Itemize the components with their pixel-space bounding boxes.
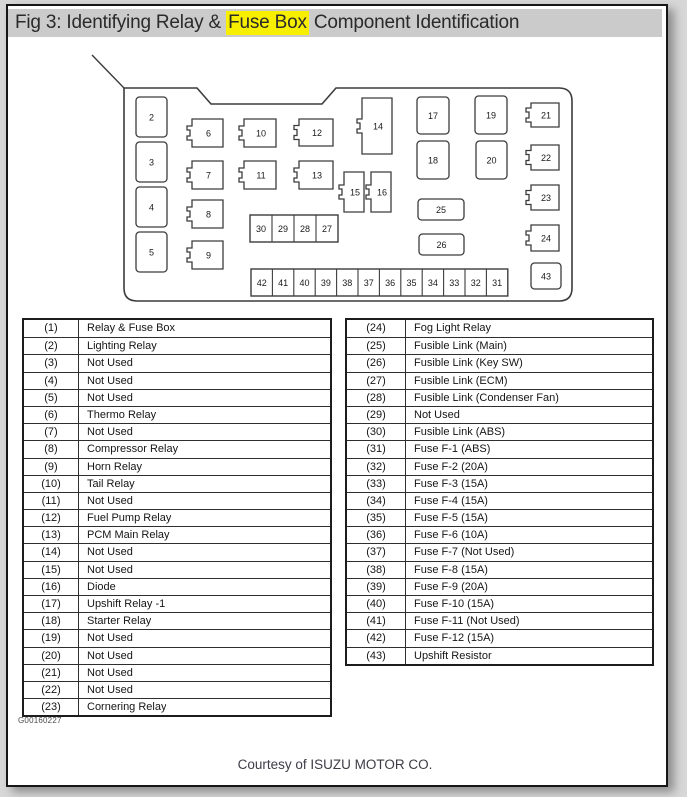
fuse-slot-label-39: 39: [320, 278, 331, 288]
legend-row-27: [347, 372, 652, 389]
legend-row-33: [347, 475, 652, 492]
legend-row-label: Not Used: [87, 494, 133, 507]
legend-row-15: [24, 561, 330, 578]
legend-row-38: [347, 561, 652, 578]
legend-row-17: [24, 595, 330, 612]
legend-row-label: Fuse F-5 (15A): [414, 512, 488, 525]
legend-row-number: (5): [24, 390, 79, 406]
relay-slot-label-8: 8: [205, 209, 212, 220]
legend-row-label: Not Used: [414, 408, 460, 421]
legend-row-number: (9): [24, 459, 79, 475]
legend-row-25: [347, 337, 652, 354]
legend-row-number: (6): [24, 407, 79, 423]
legend-row-number: (36): [347, 527, 406, 543]
legend-row-label: Relay & Fuse Box: [87, 322, 176, 334]
legend-row-20: [24, 647, 330, 664]
legend-row-19: [24, 629, 330, 646]
fuse-slot-label-37: 37: [363, 278, 374, 288]
legend-row-label: Fuse F-7 (Not Used): [414, 546, 515, 559]
legend-row-number: (26): [347, 355, 406, 371]
component-slot-label-43: 43: [540, 271, 552, 282]
legend-row-number: (31): [347, 441, 406, 457]
component-slot-label-17: 17: [427, 111, 439, 121]
legend-row-label: Fusible Link (Key SW): [414, 357, 523, 370]
legend-row-label: Fog Light Relay: [414, 322, 492, 334]
legend-row-label: Starter Relay: [87, 615, 152, 628]
legend-row-label: Thermo Relay: [87, 408, 157, 421]
legend-row-34: [347, 492, 652, 509]
legend-row-label: Not Used: [87, 357, 133, 370]
legend-row-label: Not Used: [87, 546, 133, 559]
legend-table-left: [22, 318, 332, 717]
legend-row-number: (17): [24, 596, 79, 612]
legend-row-number: (10): [24, 476, 79, 492]
legend-row-number: (40): [347, 596, 406, 612]
legend-row-number: (38): [347, 562, 406, 578]
legend-row-number: (15): [24, 562, 79, 578]
relay-slot-label-14: 14: [372, 121, 384, 132]
figure-title-suffix: Component Identification: [308, 12, 520, 33]
fuse-slot-label-38: 38: [342, 278, 353, 288]
legend-row-42: [347, 629, 652, 646]
legend-row-number: (25): [347, 338, 406, 354]
fuse-slot-label-32: 32: [470, 278, 481, 288]
legend-row-label: Fusible Link (ECM): [414, 374, 508, 387]
legend-row-number: (33): [347, 476, 406, 492]
legend-row-number: (20): [24, 648, 79, 664]
legend-row-41: [347, 612, 652, 629]
legend-row-label: PCM Main Relay: [87, 529, 170, 542]
legend-row-36: [347, 526, 652, 543]
component-slot-label-19: 19: [485, 110, 497, 121]
fuse-slot-label-28: 28: [299, 224, 311, 234]
fuse-slot-label-30: 30: [255, 224, 267, 234]
legend-row-1: [24, 320, 330, 337]
relay-slot-label-13: 13: [311, 170, 323, 181]
legend-row-8: [24, 440, 330, 457]
component-slot-label-20: 20: [486, 155, 497, 166]
legend-row-37: [347, 543, 652, 560]
legend-row-label: Cornering Relay: [87, 701, 167, 714]
relay-slot-label-21: 21: [540, 110, 552, 121]
relay-slot-label-15: 15: [349, 187, 361, 198]
fuse-slot-label-34: 34: [427, 278, 438, 288]
legend-row-43: [347, 647, 652, 664]
relay-slot-label-9: 9: [205, 250, 212, 261]
legend-row-6: [24, 406, 330, 423]
figure-card: [6, 4, 668, 787]
legend-row-label: Not Used: [87, 563, 133, 576]
fuse-slot-label-36: 36: [385, 278, 396, 288]
legend-row-label: Fuse F-1 (ABS): [414, 443, 491, 456]
component-slot-label-26: 26: [436, 240, 447, 250]
legend-row-2: [24, 337, 330, 354]
relay-slot-label-16: 16: [376, 187, 388, 198]
legend-row-number: (12): [24, 510, 79, 526]
legend-row-number: (14): [24, 544, 79, 560]
legend-row-number: (30): [347, 424, 406, 440]
legend-row-22: [24, 681, 330, 698]
legend-row-number: (1): [24, 320, 79, 337]
legend-row-label: Lighting Relay: [87, 340, 157, 353]
legend-row-number: (2): [24, 338, 79, 354]
relay-slot-label-23: 23: [540, 193, 552, 203]
legend-row-number: (41): [347, 613, 406, 629]
relay-slot-label-6: 6: [205, 128, 212, 139]
legend-row-label: Diode: [87, 580, 116, 593]
legend-row-18: [24, 612, 330, 629]
legend-row-31: [347, 440, 652, 457]
legend-row-number: (29): [347, 407, 406, 423]
legend-row-4: [24, 372, 330, 389]
legend-row-label: Not Used: [87, 391, 133, 404]
legend-row-10: [24, 475, 330, 492]
component-slot-label-18: 18: [427, 155, 439, 166]
legend-row-number: (11): [24, 493, 79, 509]
fuse-slot-label-31: 31: [492, 278, 503, 288]
legend-row-label: Fuse F-3 (15A): [414, 477, 488, 490]
legend-row-30: [347, 423, 652, 440]
legend-row-label: Not Used: [87, 632, 133, 645]
relay-slot-label-7: 7: [205, 170, 212, 181]
legend-row-number: (16): [24, 579, 79, 595]
legend-row-label: Fuse F-11 (Not Used): [414, 615, 520, 628]
legend-row-24: [347, 320, 652, 337]
legend-row-number: (32): [347, 459, 406, 475]
component-slot-label-5: 5: [148, 247, 155, 258]
figure-title-highlight: Fuse Box: [228, 12, 307, 33]
legend-row-21: [24, 664, 330, 681]
fusebox-diagram: [8, 50, 662, 308]
leader-line: [92, 55, 124, 88]
legend-row-number: (39): [347, 579, 406, 595]
fuse-slot-label-40: 40: [299, 278, 310, 288]
legend-row-label: Compressor Relay: [87, 443, 179, 456]
legend-row-number: (35): [347, 510, 406, 526]
legend-row-label: Not Used: [87, 683, 133, 696]
fuse-slot-label-33: 33: [449, 278, 460, 288]
fuse-slot-label-42: 42: [256, 278, 267, 288]
legend-row-5: [24, 389, 330, 406]
legend-row-number: (24): [347, 320, 406, 337]
relay-slot-label-24: 24: [540, 233, 552, 244]
legend-row-number: (23): [24, 699, 79, 715]
legend-row-number: (3): [24, 355, 79, 371]
figure-title-prefix: Fig 3: Identifying Relay &: [15, 12, 227, 33]
legend-row-label: Not Used: [87, 666, 133, 679]
legend-row-number: (43): [347, 648, 406, 664]
legend-row-number: (18): [24, 613, 79, 629]
legend-row-number: (21): [24, 665, 79, 681]
legend-row-23: [24, 698, 330, 715]
legend-row-label: Fuse F-12 (15A): [414, 632, 495, 645]
legend-row-label: Fuse F-10 (15A): [414, 598, 495, 610]
legend-row-number: (34): [347, 493, 406, 509]
legend-row-32: [347, 458, 652, 475]
legend-row-28: [347, 389, 652, 406]
legend-row-16: [24, 578, 330, 595]
legend-row-26: [347, 354, 652, 371]
legend-row-label: Not Used: [87, 426, 133, 439]
legend-row-label: Fuse F-2 (20A): [414, 460, 488, 473]
legend-row-13: [24, 526, 330, 543]
relay-slot-label-10: 10: [255, 128, 267, 139]
fuse-slot-label-27: 27: [321, 224, 333, 234]
legend-row-40: [347, 595, 652, 612]
legend-row-9: [24, 458, 330, 475]
fuse-slot-label-35: 35: [406, 278, 417, 288]
component-slot-label-25: 25: [435, 205, 447, 215]
legend-row-label: Upshift Relay -1: [87, 598, 166, 610]
fuse-slot-label-29: 29: [277, 224, 289, 234]
legend-row-number: (37): [347, 544, 406, 560]
legend-row-label: Tail Relay: [87, 477, 135, 490]
legend-row-label: Fuse F-8 (15A): [414, 563, 488, 576]
relay-slot-label-22: 22: [540, 153, 552, 163]
legend-row-11: [24, 492, 330, 509]
component-slot-label-2: 2: [148, 112, 155, 123]
legend-row-12: [24, 509, 330, 526]
legend-row-label: Not Used: [87, 374, 133, 387]
legend-row-7: [24, 423, 330, 440]
legend-row-label: Upshift Resistor: [414, 649, 492, 662]
legend-row-number: (7): [24, 424, 79, 440]
legend-row-number: (13): [24, 527, 79, 543]
component-slot-label-3: 3: [148, 157, 155, 168]
legend-row-label: Fusible Link (Main): [414, 340, 507, 353]
legend-row-14: [24, 543, 330, 560]
legend-row-number: (27): [347, 373, 406, 389]
courtesy-note: Courtesy of ISUZU MOTOR CO.: [237, 757, 433, 772]
legend-row-label: Fusible Link (Condenser Fan): [414, 391, 559, 404]
legend-row-number: (19): [24, 630, 79, 646]
figure-code: G00160227: [18, 716, 62, 725]
legend-row-number: (8): [24, 441, 79, 457]
legend-row-label: Fuse F-9 (20A): [414, 580, 488, 593]
relay-slot-label-12: 12: [311, 128, 323, 138]
legend-row-number: (4): [24, 373, 79, 389]
legend-row-35: [347, 509, 652, 526]
legend-row-number: (42): [347, 630, 406, 646]
legend-row-number: (28): [347, 390, 406, 406]
legend-row-label: Fuse F-4 (15A): [414, 494, 488, 507]
relay-slot-label-11: 11: [256, 170, 266, 181]
legend-row-label: Fuel Pump Relay: [87, 512, 172, 525]
legend-row-3: [24, 354, 330, 371]
figure-title-bar: [8, 9, 662, 37]
legend-row-29: [347, 406, 652, 423]
legend-row-label: Not Used: [87, 649, 133, 662]
legend-row-39: [347, 578, 652, 595]
legend-row-label: Fusible Link (ABS): [414, 426, 506, 439]
fuse-slot-label-41: 41: [278, 278, 289, 288]
component-slot-label-4: 4: [148, 202, 155, 213]
legend-row-number: (22): [24, 682, 79, 698]
legend-row-label: Fuse F-6 (10A): [414, 529, 488, 542]
legend-row-label: Horn Relay: [87, 460, 143, 473]
legend-table-right: [345, 318, 654, 666]
